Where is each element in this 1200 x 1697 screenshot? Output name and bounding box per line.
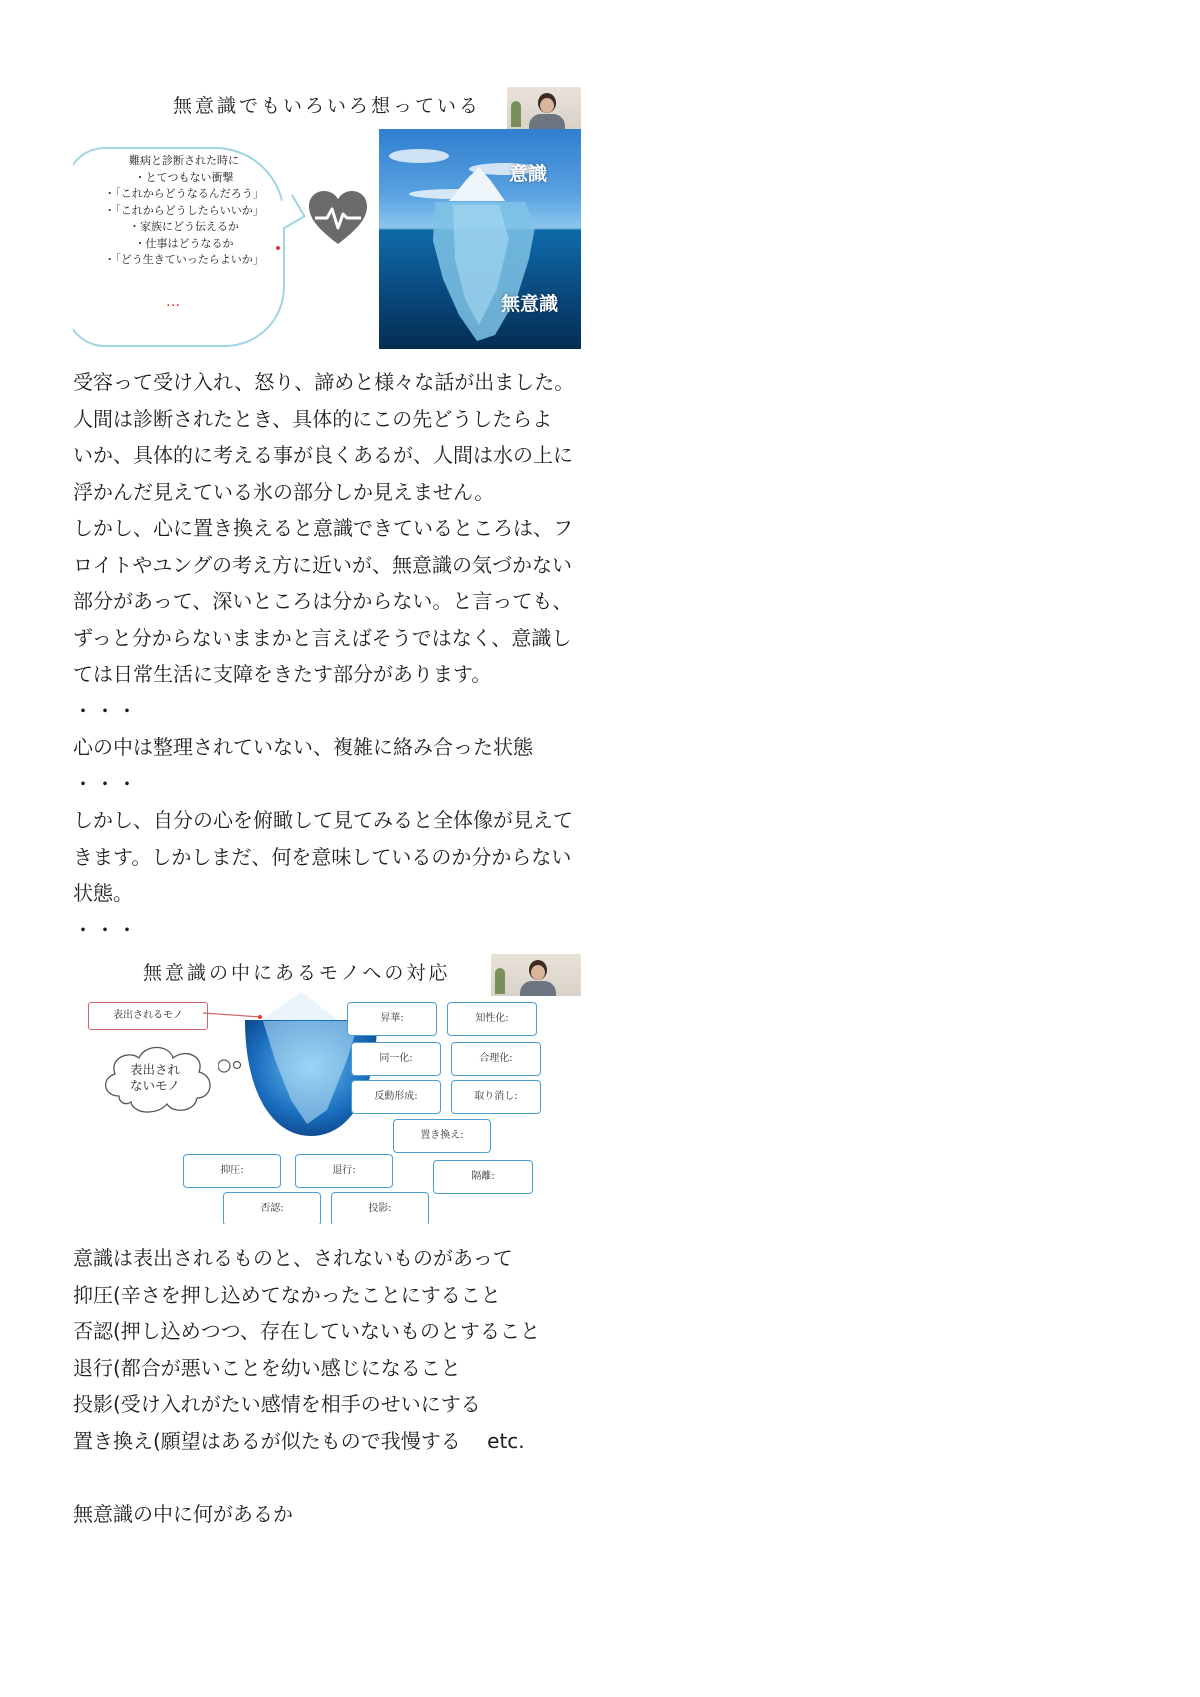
text-line: 置き換え(願望はあるが似たもので我慢する etc. [73, 1428, 525, 1453]
defense-box-repression: 抑圧: [183, 1154, 281, 1188]
body-text-2 [73, 1240, 593, 1532]
text-line: 意識は表出されるものと、されないものがあって [73, 1246, 513, 1270]
bubble-line: ・「これからどうしたらいいか」 [104, 203, 264, 217]
bubble-line: ・家族にどう伝えるか [129, 220, 239, 233]
defense-box-rationalization: 合理化: [451, 1042, 541, 1076]
text-line: 人間は診断されたとき、具体的にこの先どうしたらよ [73, 406, 553, 431]
body-text-1 [73, 364, 593, 948]
text-line [73, 1459, 593, 1496]
text-line: しかし、心に置き換えると意識できているところは、フ [73, 516, 573, 540]
defense-box-intellectualization: 知性化: [447, 1002, 537, 1036]
defense-box-projection: 投影: [331, 1192, 429, 1224]
presenter-video-thumbnail [491, 954, 581, 996]
text-line: ・・・ [73, 917, 139, 942]
heartbeat-icon [307, 190, 369, 246]
defense-box-regression: 退行: [295, 1154, 393, 1188]
iceberg-image [379, 129, 581, 349]
bubble-line: ・「どう生きていったらよいか」 [104, 253, 264, 266]
text-line: しかし、自分の心を俯瞰して見てみると全体像が見えて [73, 808, 573, 832]
text-line: 受容って受け入れ、怒り、諦めと様々な話が出ました。 [73, 370, 575, 394]
conscious-label: 意識 [509, 163, 548, 185]
slide-title: 無意識の中にあるモノへの対応 [143, 962, 451, 984]
defense-box-undoing: 取り消し: [451, 1080, 541, 1114]
defense-box-reaction-formation: 反動形成: [351, 1080, 441, 1114]
slide-title: 無意識でもいろいろ想っている [173, 95, 482, 117]
text-line: いか、具体的に考える事が良くあるが、人間は水の上に [73, 443, 573, 467]
bubble-ellipsis: … [166, 294, 181, 310]
defense-box-displacement: 置き換え: [393, 1119, 491, 1153]
bubble-line: 難病と診断された時に [129, 154, 239, 167]
text-line: きます。しかしまだ、何を意味しているのか分からない [73, 844, 572, 869]
speech-bubble-text [81, 153, 287, 269]
text-line: 部分があって、深いところは分からない。と言っても、 [73, 589, 573, 613]
presenter-video-thumbnail [507, 87, 581, 129]
unconscious-label: 無意識 [501, 293, 559, 315]
text-line: 抑圧(辛さを押し込めてなかったことにすること [73, 1282, 501, 1307]
text-line: ずっと分からないままかと言えばそうではなく、意識し [73, 625, 572, 650]
text-line: 否認(押し込めつつ、存在していないものとすること [73, 1319, 541, 1343]
slide-unconscious-thoughts [73, 87, 581, 349]
text-line: 退行(都合が悪いことを幼い感じになること [73, 1355, 461, 1380]
text-line: 無意識の中に何があるか [73, 1501, 293, 1526]
bubble-line: ・「これからどうなるんだろう」 [104, 187, 264, 200]
bubble-line: ・仕事はどうなるか [134, 236, 234, 250]
text-line: ・・・ [73, 698, 139, 723]
bubble-line: ・とてつもない衝撃 [134, 170, 234, 184]
slide-unconscious-defenses [73, 954, 581, 1224]
defense-box-isolation: 隔離: [433, 1160, 533, 1194]
defense-box-identification: 同一化: [351, 1042, 441, 1076]
not-expressed-label: 表出され ないモノ [129, 1062, 180, 1093]
pointer-dot [276, 246, 280, 250]
text-line: ロイトやユングの考え方に近いが、無意識の気づかない [73, 552, 572, 577]
text-line: 浮かんだ見えている氷の部分しか見えません。 [73, 479, 495, 504]
expressed-things-label: 表出されるモノ [88, 1002, 208, 1030]
defense-box-denial: 否認: [223, 1192, 321, 1224]
text-line: 状態。 [73, 881, 133, 905]
defense-box-sublimation: 昇華: [347, 1002, 437, 1036]
text-line: ては日常生活に支障をきたす部分があります。 [73, 662, 492, 686]
text-line: ・・・ [73, 771, 139, 796]
text-line: 心の中は整理されていない、複雑に絡み合った状態 [73, 735, 533, 759]
text-line: 投影(受け入れがたい感情を相手のせいにする [73, 1392, 481, 1416]
